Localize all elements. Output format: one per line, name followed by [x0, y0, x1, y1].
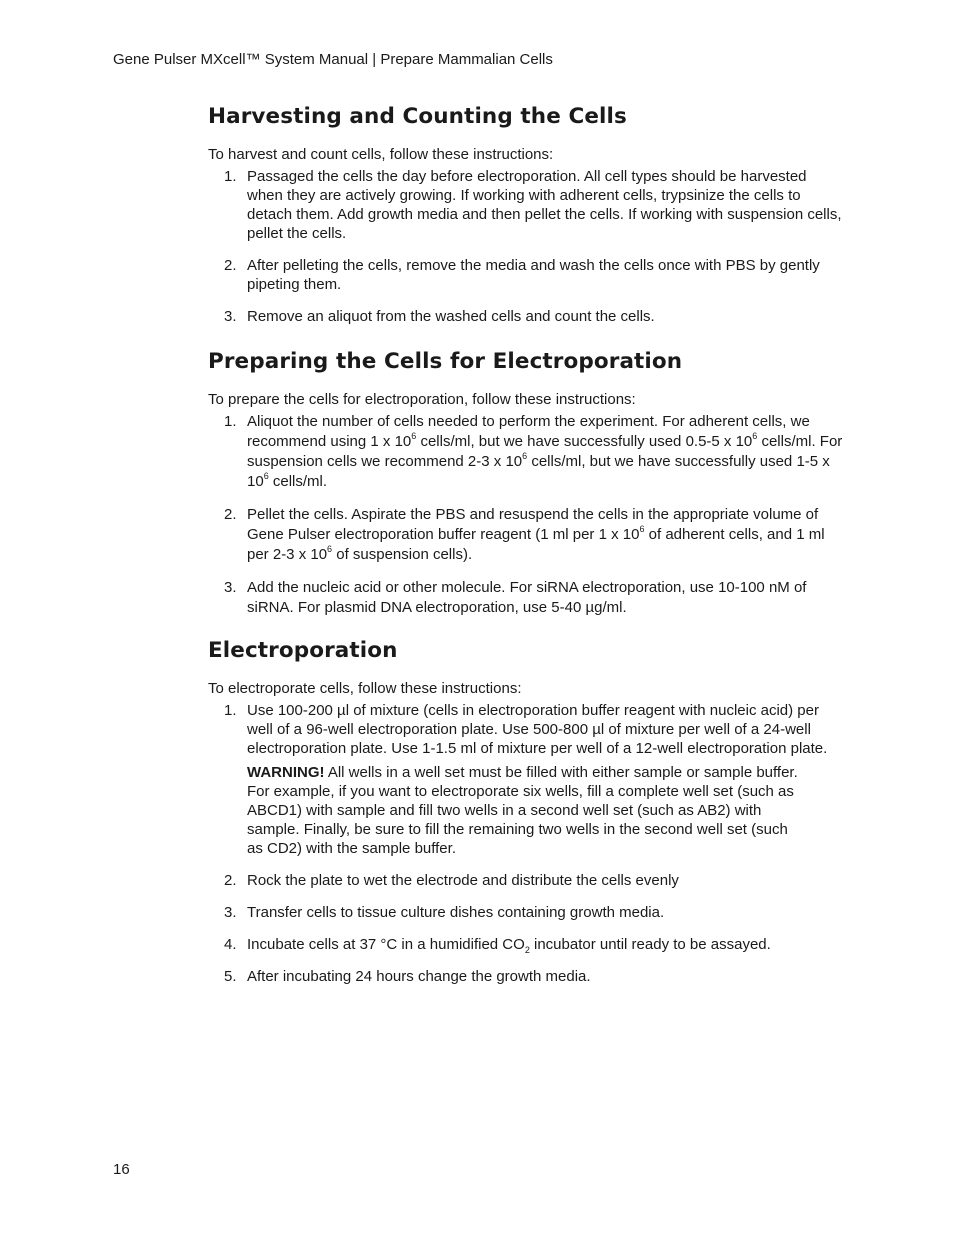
list-item — [208, 505, 843, 565]
section-intro: To harvest and count cells, follow these instructions: — [208, 146, 554, 163]
section-harvesting — [208, 104, 843, 326]
step-list — [208, 701, 843, 986]
step-text: Add the nucleic acid or other molecule. For siRNA electroporation, use 10-100 nM of siRNA. For plasmid DNA electroporation, use 5-40 µg/ml. — [247, 579, 807, 616]
step-number: 2. — [224, 506, 237, 523]
step-list — [208, 412, 843, 618]
step-text: Remove an aliquot from the washed cells and count the cells. — [247, 308, 655, 325]
list-item — [208, 967, 843, 986]
running-head: Gene Pulser MXcell™ System Manual | Prepare Mammalian Cells — [113, 51, 553, 68]
step-list — [208, 167, 843, 326]
step-number: 4. — [224, 936, 237, 953]
list-item — [208, 167, 843, 243]
list-item — [208, 256, 843, 294]
step-text: Transfer cells to tissue culture dishes containing growth media. — [247, 904, 665, 921]
list-item — [208, 412, 843, 492]
step-number: 1. — [224, 702, 237, 719]
step-text: Pellet the cells. Aspirate the PBS and resuspend the cells in the appropriate volume of Gene Pulser electroporation buffer reagent (1 ml per 1 x $10^6$ of adherent cells, and 1 ml per 2-3 x $10^6$ of suspension cells). — [247, 506, 825, 563]
warning-text: All wells in a well set must be filled with either sample or sample buffer. For example, if you want to electroporate six wells, fill a complete well set (such as ABCD1) with sample and fill two wells in a second well set (such as AB2) with sample. Finally, be sure to fill the remaining two wells in the second well set (such as CD2) with the sample buffer. — [247, 764, 798, 857]
step-number: 3. — [224, 579, 237, 596]
step-text: Incubate cells at 37 °C in a humidified $CO_2$ incubator until ready to be assayed. — [247, 936, 771, 955]
step-number: 2. — [224, 257, 237, 274]
section-title: Preparing the Cells for Electroporation — [208, 349, 683, 374]
list-item — [208, 903, 843, 922]
step-number: 2. — [224, 872, 237, 889]
list-item — [208, 871, 843, 890]
step-number: 5. — [224, 968, 237, 985]
list-item — [208, 578, 843, 618]
section-electroporation — [208, 638, 843, 986]
warning-label: WARNING! — [247, 764, 325, 781]
step-number: 1. — [224, 413, 237, 430]
step-text: After incubating 24 hours change the growth media. — [247, 968, 591, 985]
step-text: Use 100-200 µl of mixture (cells in electroporation buffer reagent with nucleic acid) per well of a 96-well electroporation plate. Use 500-800 µl of mixture per well of a 24-well electroporation plate. Use 1-1.5 ml of mixture per well of a 12-well electroporation plate. — [247, 702, 828, 757]
list-item — [208, 701, 843, 858]
step-text: After pelleting the cells, remove the media and wash the cells once with PBS by gently pipeting them. — [247, 257, 820, 293]
warning-note — [247, 763, 802, 858]
step-number: 1. — [224, 168, 237, 185]
section-title: Harvesting and Counting the Cells — [208, 104, 627, 129]
step-text: Passaged the cells the day before electroporation. All cell types should be harvested when they are actively growing. If working with adherent cells, trypsinize the cells to detach them. Add growth media and then pellet the cells. If working with suspension cells, pellet the cells. — [247, 168, 842, 242]
step-number: 3. — [224, 904, 237, 921]
page-number: 16 — [113, 1161, 130, 1178]
list-item — [208, 307, 843, 326]
section-intro: To prepare the cells for electroporation, follow these instructions: — [208, 391, 636, 408]
page-content — [208, 104, 843, 999]
list-item — [208, 935, 843, 954]
section-preparing — [208, 349, 843, 618]
step-number: 3. — [224, 308, 237, 325]
section-intro: To electroporate cells, follow these instructions: — [208, 680, 522, 697]
section-title: Electroporation — [208, 638, 398, 663]
step-text: Rock the plate to wet the electrode and distribute the cells evenly — [247, 872, 679, 889]
step-text: Aliquot the number of cells needed to perform the experiment. For adherent cells, we recommend using 1 x $10^6$ cells/ml, but we have successfully used 0.5-5 x $10^6$ cells/ml. For suspension cells we recommend 2-3 x $10^6$ cells/ml, but we have successfully used 1-5 x $10^6$ cells/ml. — [247, 413, 843, 490]
